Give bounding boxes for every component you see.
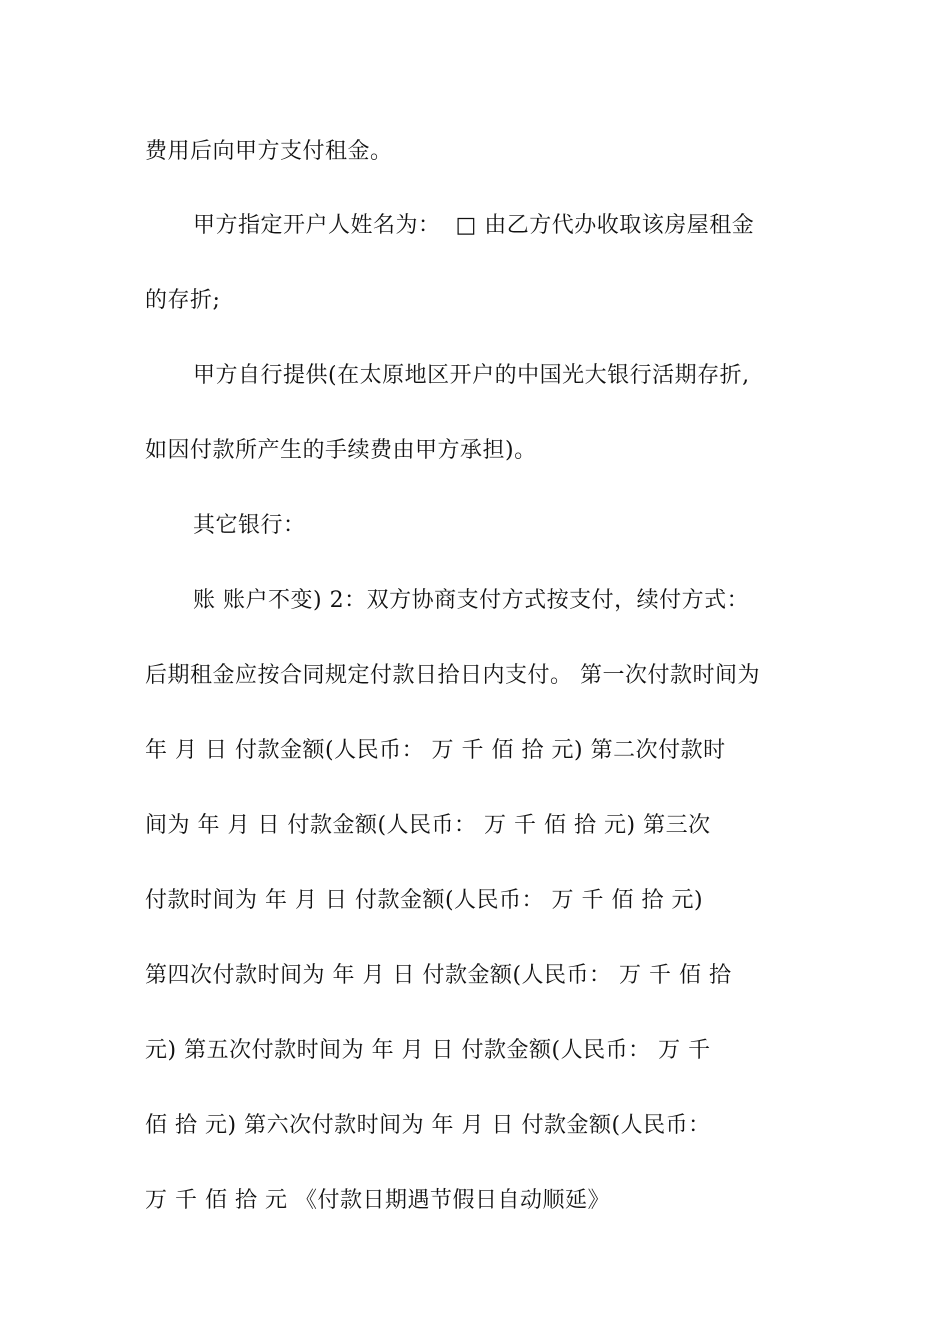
text-line-13: 元) 第五次付款时间为 年 月 日 付款金额(人民币： 万 千 bbox=[145, 1038, 711, 1063]
text-line-10: 间为 年 月 日 付款金额(人民币： 万 千 佰 拾 元) 第三次 bbox=[145, 813, 711, 838]
text-line-8: 后期租金应按合同规定付款日拾日内支付。 第一次付款时间为 bbox=[145, 663, 760, 688]
text-line-4: 甲方自行提供(在太原地区开户的中国光大银行活期存折, bbox=[193, 363, 750, 388]
text-line-2: 甲方指定开户人姓名为： □ 由乙方代办收取该房屋租金 bbox=[193, 213, 755, 238]
text-line-7: 账 账户不变) 2：双方协商支付方式按支付，续付方式： bbox=[193, 588, 750, 613]
text-line-9: 年 月 日 付款金额(人民币： 万 千 佰 拾 元) 第二次付款时 bbox=[145, 738, 726, 763]
text-line-3: 的存折; bbox=[145, 288, 221, 313]
text-line-12: 第四次付款时间为 年 月 日 付款金额(人民币： 万 千 佰 拾 bbox=[145, 963, 732, 988]
text-line-15: 万 千 佰 拾 元 《付款日期遇节假日自动顺延》 bbox=[145, 1188, 610, 1213]
text-line-1: 费用后向甲方支付租金。 bbox=[145, 139, 393, 164]
text-line-14: 佰 拾 元) 第六次付款时间为 年 月 日 付款金额(人民币： bbox=[145, 1113, 711, 1138]
text-line-5: 如因付款所产生的手续费由甲方承担)。 bbox=[145, 438, 537, 463]
text-line-11: 付款时间为 年 月 日 付款金额(人民币： 万 千 佰 拾 元) bbox=[145, 888, 704, 913]
text-line-6: 其它银行： bbox=[193, 513, 306, 538]
